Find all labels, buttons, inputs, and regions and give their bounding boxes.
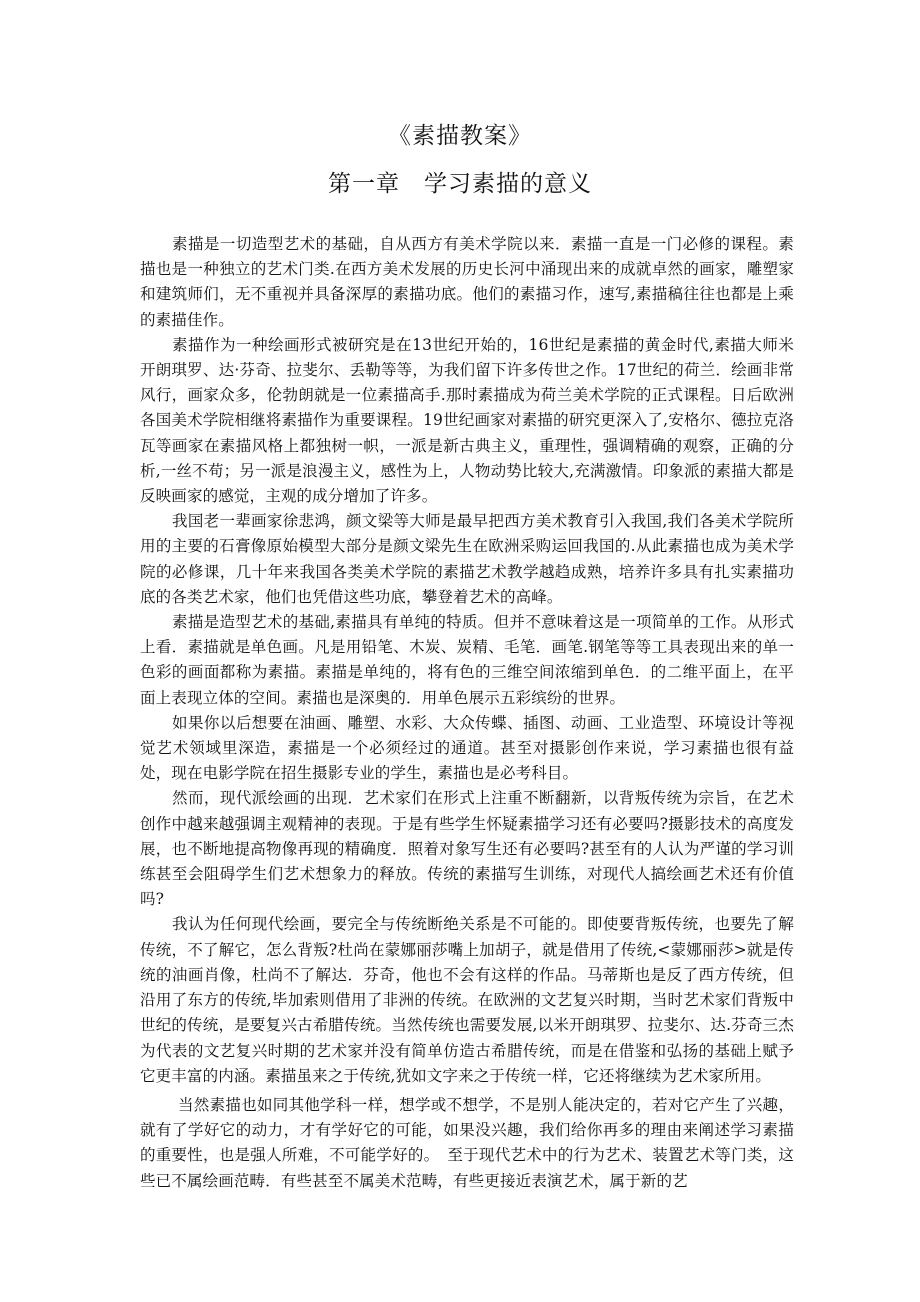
paragraph: 素描作为一种绘画形式被研究是在13世纪开始的，16世纪是素描的黄金时代,素描大师米开朗琪罗、达·芬奇、拉斐尔、丢勒等等，为我们留下许多传世之作。17世纪的荷兰．绘画非常风行，画家众多，伦勃朗就是一位素描高手.那时素描成为荷兰美术学院的正式课程。日后欧洲各国美术学院相继将素描作为重要课程。19世纪画家对素描的研究更深入了,安格尔、德拉克洛瓦等画家在素描风格上都独树一帜，一派是新古典主义，重理性，强调精确的观察，正确的分析,一丝不苟；另一派是浪漫主义，感性为上，人物动势比较大,充满激情。印象派的素描大都是反映画家的感觉，主观的成分增加了许多。 [140, 335, 794, 506]
paragraph: 然而，现代派绘画的出现．艺术家们在形式上注重不断翻新，以背叛传统为宗旨，在艺术创作中越来越强调主观精神的表现。于是有些学生怀疑素描学习还有必要吗?摄影技术的高度发展，也不断地提高物像再现的精确度．照着对象写生还有必要吗?甚至有的人认为严谨的学习训练甚至会阻碍学生们艺术想象力的释放。传统的素描写生训练，对现代人搞绘画艺术还有价值吗? [140, 789, 794, 909]
chapter-title: 第一章 学习素描的意义 [328, 171, 592, 197]
paragraph: 我认为任何现代绘画，要完全与传统断绝关系是不可能的。即使要背叛传统，也要先了解传统，不了解它，怎么背叛?杜尚在蒙娜丽莎嘴上加胡子，就是借用了传统,<蒙娜丽莎>就是传统的油画肖像，杜尚不了解达．芬奇，他也不会有这样的作品。马蒂斯也是反了西方传统，但沿用了东方的传统,毕加索则借用了非洲的传统。在欧洲的文艺复兴时期，当时艺术家们背叛中世纪的传统，是要复兴古希腊传统。当然传统也需要发展,以米开朗琪罗、拉斐尔、达.芬奇三杰为代表的文艺复兴时期的艺术家并没有简单仿造古希腊传统，而是在借鉴和弘扬的基础上赋予它更丰富的内涵。素描虽来之于传统,犹如文字来之于传统一样，它还将继续为艺术家所用。 [140, 915, 794, 1085]
paragraph: 当然素描也如同其他学科一样，想学或不想学，不是别人能决定的，若对它产生了兴趣，就有了学好它的动力，才有学好它的可能，如果没兴趣，我们给你再多的理由来阐述学习素描的重要性，也是强人所难，不可能学好的。 至于现代艺术中的行为艺术、装置艺术等门类，这些已不属绘画范畴．有些甚至不属美术范畴，有些更接近表演艺术，属于新的艺 [140, 1095, 794, 1190]
document-body [140, 232, 794, 1194]
document-title: 《素描教案》 [388, 123, 532, 149]
paragraph: 素描是一切造型艺术的基础，自从西方有美术学院以来．素描一直是一门必修的课程。素描也是一种独立的艺术门类.在西方美术发展的历史长河中涌现出来的成就卓然的画家，雕塑家和建筑师们，无不重视并具备深厚的素描功底。他们的素描习作，速写,素描稿往往也都是上乘的素描佳作。 [140, 235, 794, 329]
paragraph: 素描是造型艺术的基础,素描具有单纯的特质。但并不意味着这是一项简单的工作。从形式上看．素描就是单色画。凡是用铅笔、木炭、炭精、毛笔．画笔.钢笔等等工具表现出来的单一色彩的画面都称为素描。素描是单纯的，将有色的三维空间浓缩到单色．的二维平面上，在平面上表现立体的空间。素描也是深奥的．用单色展示五彩缤纷的世界。 [140, 613, 794, 707]
paragraph: 如果你以后想要在油画、雕塑、水彩、大众传蝶、插图、动画、工业造型、环境设计等视觉艺术领域里深造，素描是一个必须经过的通道。甚至对摄影创作来说，学习素描也很有益处，现在电影学院在招生摄影专业的学生，素描也是必考科目。 [140, 713, 794, 783]
paragraph: 我国老一辈画家徐悲鸿，颜文梁等大师是最早把西方美术教育引入我国,我们各美术学院所用的主要的石膏像原始模型大部分是颜文梁先生在欧洲采购运回我国的.从此素描也成为美术学院的必修课，几十年来我国各类美术学院的素描艺术教学越趋成熟，培养许多具有扎实素描功底的各类艺术家，他们也凭借这些功底，攀登着艺术的高峰。 [140, 512, 794, 606]
